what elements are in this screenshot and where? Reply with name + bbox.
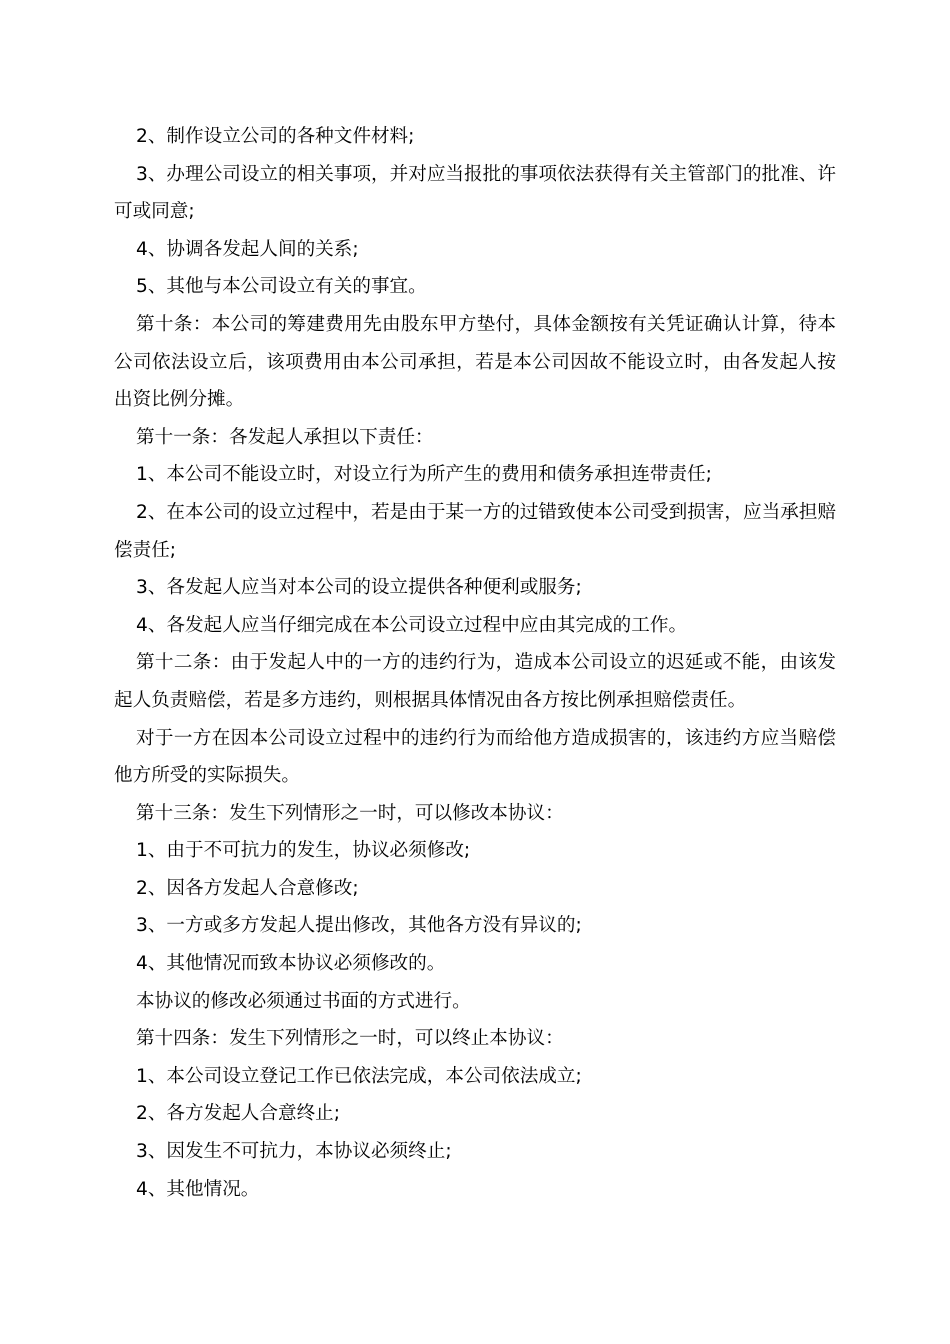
article-13-item-4: 4、其他情况而致本协议必须修改的。 bbox=[136, 953, 446, 975]
article-11-item-2: 2、在本公司的设立过程中，若是由于某一方的过错致使本公司受到损害，应当承担赔偿责任; bbox=[114, 501, 836, 561]
amendment-note: 本协议的修改必须通过书面的方式进行。 bbox=[136, 990, 471, 1012]
list-item-2-make-documents: 2、制作设立公司的各种文件材料; bbox=[136, 126, 415, 147]
article-14-item-4: 4、其他情况。 bbox=[136, 1178, 260, 1200]
article-11-item-3: 3、各发起人应当对本公司的设立提供各种便利或服务; bbox=[136, 577, 582, 599]
article-11-item-4: 4、各发起人应当仔细完成在本公司设立过程中应由其完成的工作。 bbox=[136, 614, 688, 636]
article-14-item-1: 1、本公司设立登记工作已依法完成，本公司依法成立; bbox=[136, 1065, 582, 1087]
article-13-item-1: 1、由于不可抗力的发生，协议必须修改; bbox=[136, 840, 471, 862]
article-14-heading: 第十四条：发生下列情形之一时，可以终止本协议： bbox=[136, 1028, 564, 1050]
document-body bbox=[114, 118, 836, 1208]
article-12: 第十二条：由于发起人中的一方的违约行为，造成本公司设立的迟延或不能，由该发起人负责赔偿，若是多方违约，则根据具体情况由各方按比例承担赔偿责任。 bbox=[114, 652, 836, 711]
article-10: 第十条：本公司的筹建费用先由股东甲方垫付，具体金额按有关凭证确认计算，待本公司依法设立后，该项费用由本公司承担，若是本公司因故不能设立时，由各发起人按出资比例分摊。 bbox=[114, 313, 836, 411]
article-11-heading: 第十一条：各发起人承担以下责任： bbox=[136, 426, 434, 448]
article-13-heading: 第十三条：发生下列情形之一时，可以修改本协议： bbox=[136, 802, 564, 824]
article-12-supplement: 对于一方在因本公司设立过程中的违约行为而给他方造成损害的，该违约方应当赔偿他方所受的实际损失。 bbox=[114, 727, 836, 787]
article-14-item-3: 3、因发生不可抗力，本协议必须终止; bbox=[136, 1141, 452, 1163]
list-item-4-coordinate-relations: 4、协调各发起人间的关系; bbox=[136, 238, 359, 260]
article-13-item-3: 3、一方或多方发起人提出修改，其他各方没有异议的; bbox=[136, 915, 582, 937]
list-item-3-handle-matters: 3、办理公司设立的相关事项，并对应当报批的事项依法获得有关主管部门的批准、许可或同意; bbox=[114, 163, 836, 223]
article-14-item-2: 2、各方发起人合意终止; bbox=[136, 1103, 341, 1125]
list-item-5-other-matters: 5、其他与本公司设立有关的事宜。 bbox=[136, 276, 427, 298]
article-11-item-1: 1、本公司不能设立时，对设立行为所产生的费用和债务承担连带责任; bbox=[136, 464, 712, 486]
article-13-item-2: 2、因各方发起人合意修改; bbox=[136, 877, 359, 899]
